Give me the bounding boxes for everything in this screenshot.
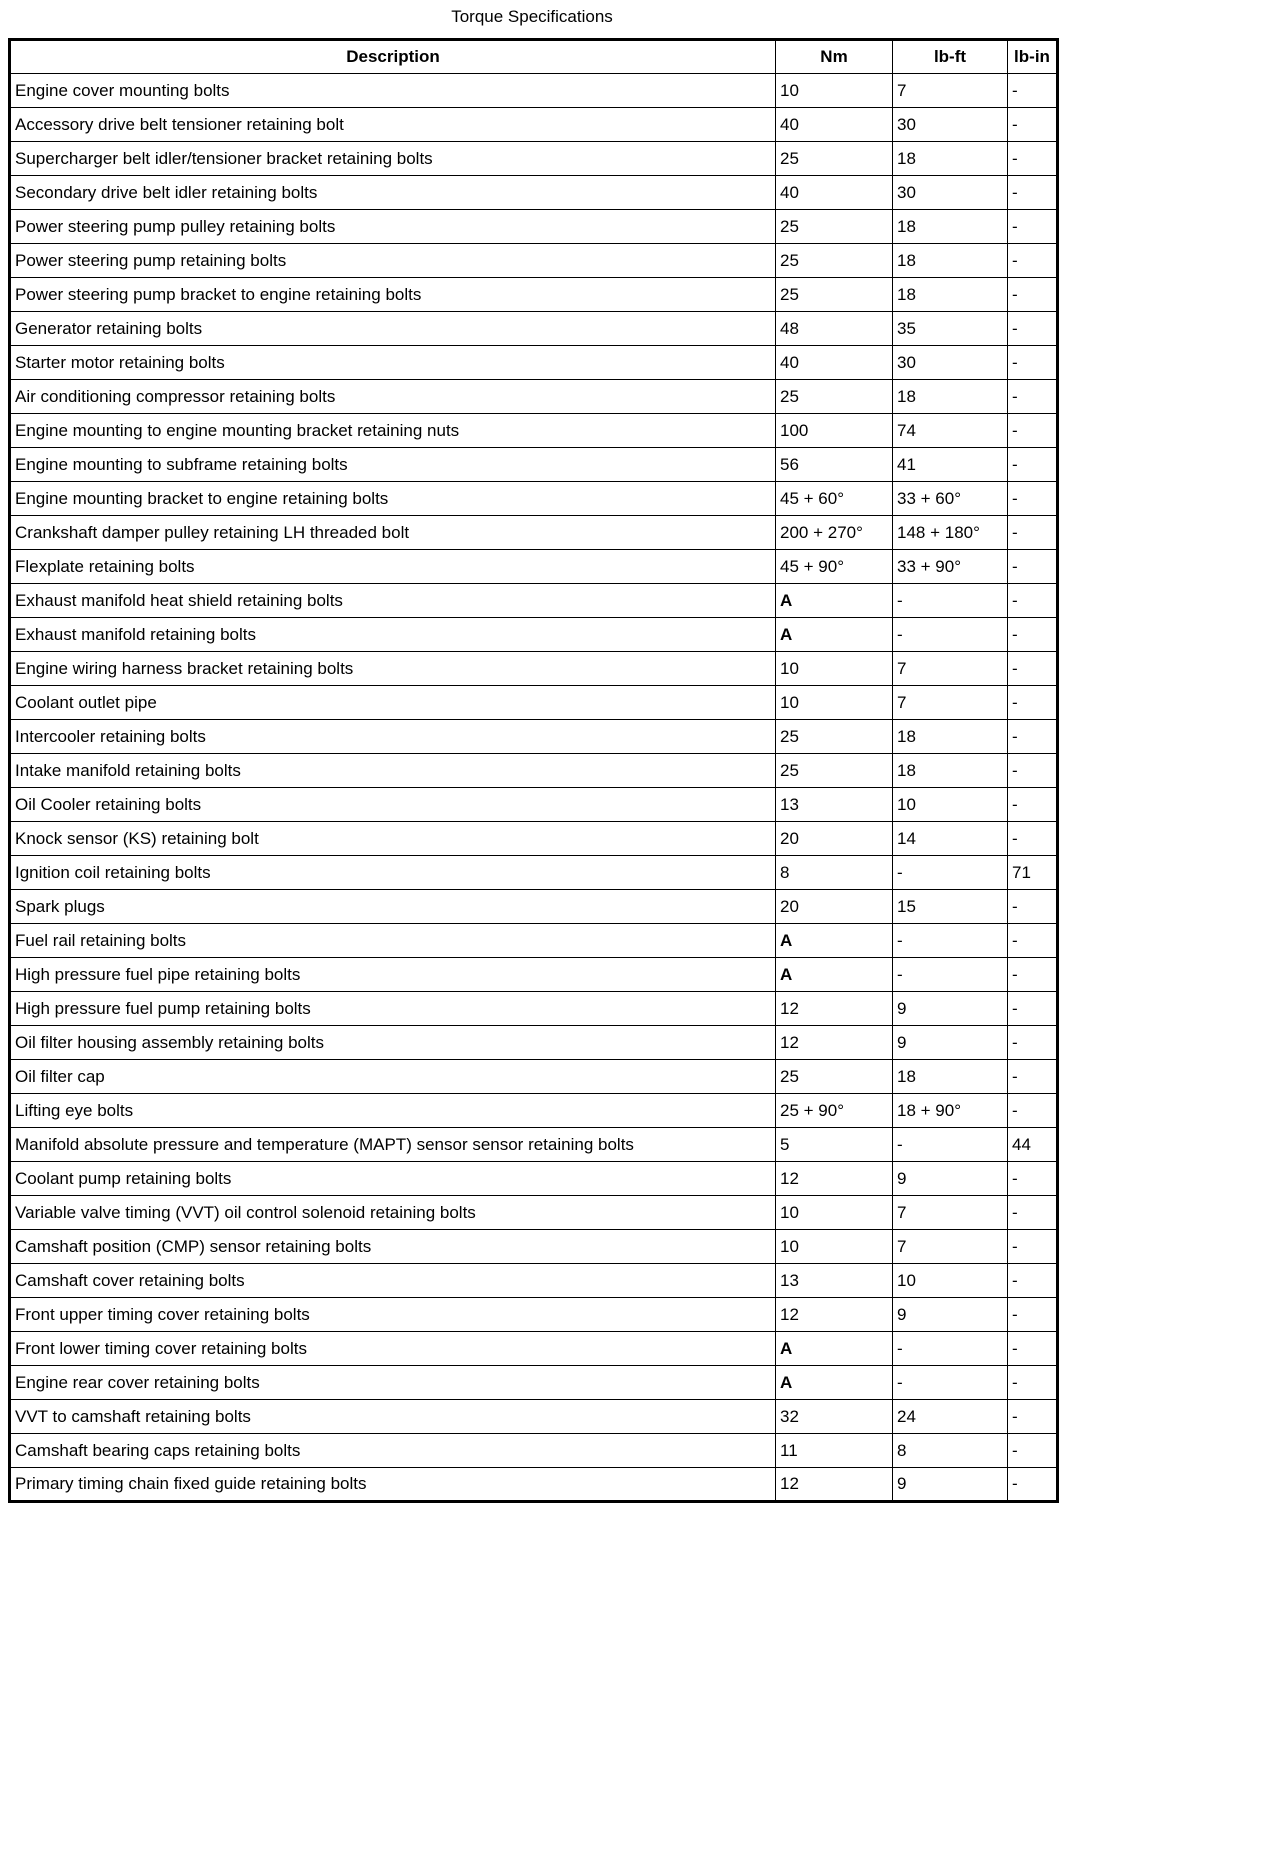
lbin-cell: - bbox=[1008, 550, 1058, 584]
description-cell: Intercooler retaining bolts bbox=[10, 720, 776, 754]
table-row bbox=[10, 74, 1058, 108]
description-cell: Exhaust manifold heat shield retaining bolts bbox=[10, 584, 776, 618]
table-row bbox=[10, 1468, 1058, 1502]
lbin-cell: - bbox=[1008, 1196, 1058, 1230]
table-row bbox=[10, 312, 1058, 346]
table-row bbox=[10, 482, 1058, 516]
lbft-cell: 7 bbox=[893, 652, 1008, 686]
lbft-cell: 33 + 90° bbox=[893, 550, 1008, 584]
lbft-cell: 15 bbox=[893, 890, 1008, 924]
lbin-cell: - bbox=[1008, 686, 1058, 720]
lbin-cell: - bbox=[1008, 584, 1058, 618]
table-row bbox=[10, 1196, 1058, 1230]
lbft-cell: 18 bbox=[893, 1060, 1008, 1094]
nm-cell: 20 bbox=[776, 890, 893, 924]
nm-cell: 13 bbox=[776, 1264, 893, 1298]
lbft-cell: 35 bbox=[893, 312, 1008, 346]
lbft-cell: 24 bbox=[893, 1400, 1008, 1434]
page-title: Torque Specifications bbox=[451, 7, 613, 26]
nm-cell: 20 bbox=[776, 822, 893, 856]
nm-cell: 12 bbox=[776, 1298, 893, 1332]
description-cell: Front lower timing cover retaining bolts bbox=[10, 1332, 776, 1366]
lbin-cell: - bbox=[1008, 1094, 1058, 1128]
description-cell: Oil Cooler retaining bolts bbox=[10, 788, 776, 822]
lbft-cell: 30 bbox=[893, 346, 1008, 380]
lbin-cell: - bbox=[1008, 176, 1058, 210]
description-cell: Starter motor retaining bolts bbox=[10, 346, 776, 380]
lbin-cell: 71 bbox=[1008, 856, 1058, 890]
table-row bbox=[10, 108, 1058, 142]
description-cell: Camshaft bearing caps retaining bolts bbox=[10, 1434, 776, 1468]
description-cell: Engine rear cover retaining bolts bbox=[10, 1366, 776, 1400]
description-cell: Camshaft cover retaining bolts bbox=[10, 1264, 776, 1298]
lbin-cell: - bbox=[1008, 822, 1058, 856]
description-cell: Exhaust manifold retaining bolts bbox=[10, 618, 776, 652]
lbin-cell: - bbox=[1008, 244, 1058, 278]
lbin-cell: - bbox=[1008, 890, 1058, 924]
table-row bbox=[10, 1366, 1058, 1400]
nm-cell: 100 bbox=[776, 414, 893, 448]
table-row bbox=[10, 856, 1058, 890]
lbin-cell: - bbox=[1008, 108, 1058, 142]
lbft-cell: - bbox=[893, 1332, 1008, 1366]
lbin-cell: - bbox=[1008, 1332, 1058, 1366]
lbin-cell: - bbox=[1008, 754, 1058, 788]
table-row bbox=[10, 720, 1058, 754]
table-row bbox=[10, 618, 1058, 652]
table-row bbox=[10, 176, 1058, 210]
nm-cell: A bbox=[776, 584, 893, 618]
nm-cell: 25 bbox=[776, 720, 893, 754]
table-row bbox=[10, 1060, 1058, 1094]
lbin-cell: - bbox=[1008, 652, 1058, 686]
nm-cell: 45 + 60° bbox=[776, 482, 893, 516]
description-cell: Engine mounting bracket to engine retaining bolts bbox=[10, 482, 776, 516]
description-cell: Oil filter housing assembly retaining bolts bbox=[10, 1026, 776, 1060]
lbin-cell: - bbox=[1008, 1400, 1058, 1434]
table-row bbox=[10, 448, 1058, 482]
nm-cell: A bbox=[776, 1366, 893, 1400]
table-row bbox=[10, 1230, 1058, 1264]
description-cell: Front upper timing cover retaining bolts bbox=[10, 1298, 776, 1332]
description-cell: Knock sensor (KS) retaining bolt bbox=[10, 822, 776, 856]
table-row bbox=[10, 210, 1058, 244]
nm-cell: 5 bbox=[776, 1128, 893, 1162]
nm-cell: A bbox=[776, 924, 893, 958]
table-row bbox=[10, 754, 1058, 788]
lbft-cell: 7 bbox=[893, 1196, 1008, 1230]
nm-cell: 10 bbox=[776, 74, 893, 108]
table-row bbox=[10, 992, 1058, 1026]
description-cell: High pressure fuel pump retaining bolts bbox=[10, 992, 776, 1026]
lbft-cell: - bbox=[893, 958, 1008, 992]
lbft-cell: - bbox=[893, 856, 1008, 890]
nm-cell: 10 bbox=[776, 1230, 893, 1264]
nm-cell: 8 bbox=[776, 856, 893, 890]
lbin-cell: - bbox=[1008, 142, 1058, 176]
table-row bbox=[10, 788, 1058, 822]
torque-spec-table bbox=[8, 38, 1059, 1503]
lbin-cell: - bbox=[1008, 312, 1058, 346]
table-row bbox=[10, 1128, 1058, 1162]
table-row bbox=[10, 1332, 1058, 1366]
lbin-cell: - bbox=[1008, 482, 1058, 516]
description-cell: Engine mounting to engine mounting bracket retaining nuts bbox=[10, 414, 776, 448]
nm-cell: 25 bbox=[776, 754, 893, 788]
table-row bbox=[10, 380, 1058, 414]
nm-cell: 10 bbox=[776, 686, 893, 720]
table-row bbox=[10, 822, 1058, 856]
description-cell: Power steering pump bracket to engine retaining bolts bbox=[10, 278, 776, 312]
lbin-cell: - bbox=[1008, 788, 1058, 822]
table-row bbox=[10, 652, 1058, 686]
table-body bbox=[10, 74, 1058, 1502]
nm-cell: 13 bbox=[776, 788, 893, 822]
table-row bbox=[10, 414, 1058, 448]
nm-cell: 25 bbox=[776, 244, 893, 278]
lbft-cell: 18 bbox=[893, 754, 1008, 788]
lbft-cell: 18 bbox=[893, 142, 1008, 176]
table-row bbox=[10, 924, 1058, 958]
description-cell: Power steering pump pulley retaining bolts bbox=[10, 210, 776, 244]
description-cell: Ignition coil retaining bolts bbox=[10, 856, 776, 890]
lbft-cell: 33 + 60° bbox=[893, 482, 1008, 516]
lbft-cell: 7 bbox=[893, 1230, 1008, 1264]
lbft-cell: 30 bbox=[893, 108, 1008, 142]
lbft-cell: - bbox=[893, 584, 1008, 618]
lbft-cell: 30 bbox=[893, 176, 1008, 210]
description-cell: Fuel rail retaining bolts bbox=[10, 924, 776, 958]
nm-cell: 10 bbox=[776, 652, 893, 686]
lbin-cell: - bbox=[1008, 448, 1058, 482]
nm-cell: A bbox=[776, 958, 893, 992]
lbft-cell: - bbox=[893, 618, 1008, 652]
lbft-cell: 9 bbox=[893, 1468, 1008, 1502]
description-cell: Generator retaining bolts bbox=[10, 312, 776, 346]
table-row bbox=[10, 1094, 1058, 1128]
lbin-cell: 44 bbox=[1008, 1128, 1058, 1162]
nm-cell: A bbox=[776, 618, 893, 652]
nm-cell: 12 bbox=[776, 992, 893, 1026]
nm-cell: 40 bbox=[776, 346, 893, 380]
description-cell: Engine cover mounting bolts bbox=[10, 74, 776, 108]
lbft-cell: 9 bbox=[893, 1026, 1008, 1060]
table-row bbox=[10, 1434, 1058, 1468]
nm-cell: 32 bbox=[776, 1400, 893, 1434]
description-cell: Manifold absolute pressure and temperature (MAPT) sensor sensor retaining bolts bbox=[10, 1128, 776, 1162]
table-row bbox=[10, 890, 1058, 924]
description-cell: Intake manifold retaining bolts bbox=[10, 754, 776, 788]
description-cell: Variable valve timing (VVT) oil control solenoid retaining bolts bbox=[10, 1196, 776, 1230]
nm-cell: 12 bbox=[776, 1162, 893, 1196]
lbin-cell: - bbox=[1008, 1434, 1058, 1468]
table-row bbox=[10, 244, 1058, 278]
description-cell: Flexplate retaining bolts bbox=[10, 550, 776, 584]
lbin-cell: - bbox=[1008, 720, 1058, 754]
table-row bbox=[10, 1400, 1058, 1434]
description-cell: Supercharger belt idler/tensioner bracket retaining bolts bbox=[10, 142, 776, 176]
lbft-cell: 18 bbox=[893, 720, 1008, 754]
table-row bbox=[10, 1264, 1058, 1298]
nm-cell: 25 + 90° bbox=[776, 1094, 893, 1128]
column-header-description: Description bbox=[10, 40, 776, 74]
lbft-cell: 9 bbox=[893, 1162, 1008, 1196]
description-cell: Crankshaft damper pulley retaining LH threaded bolt bbox=[10, 516, 776, 550]
nm-cell: 25 bbox=[776, 210, 893, 244]
nm-cell: 11 bbox=[776, 1434, 893, 1468]
nm-cell: A bbox=[776, 1332, 893, 1366]
column-header-lbin: lb-in bbox=[1008, 40, 1058, 74]
description-cell: Coolant outlet pipe bbox=[10, 686, 776, 720]
lbin-cell: - bbox=[1008, 1264, 1058, 1298]
nm-cell: 25 bbox=[776, 278, 893, 312]
lbin-cell: - bbox=[1008, 210, 1058, 244]
lbft-cell: 41 bbox=[893, 448, 1008, 482]
table-row bbox=[10, 346, 1058, 380]
description-cell: Lifting eye bolts bbox=[10, 1094, 776, 1128]
lbft-cell: 18 bbox=[893, 244, 1008, 278]
table-row bbox=[10, 686, 1058, 720]
nm-cell: 25 bbox=[776, 1060, 893, 1094]
lbft-cell: 10 bbox=[893, 788, 1008, 822]
lbin-cell: - bbox=[1008, 618, 1058, 652]
nm-cell: 12 bbox=[776, 1026, 893, 1060]
lbft-cell: - bbox=[893, 1128, 1008, 1162]
lbin-cell: - bbox=[1008, 924, 1058, 958]
table-row bbox=[10, 1298, 1058, 1332]
lbin-cell: - bbox=[1008, 380, 1058, 414]
lbft-cell: 14 bbox=[893, 822, 1008, 856]
description-cell: Secondary drive belt idler retaining bolts bbox=[10, 176, 776, 210]
table-row bbox=[10, 1162, 1058, 1196]
lbin-cell: - bbox=[1008, 1162, 1058, 1196]
column-header-nm: Nm bbox=[776, 40, 893, 74]
table-row bbox=[10, 278, 1058, 312]
lbin-cell: - bbox=[1008, 278, 1058, 312]
header-row bbox=[10, 40, 1058, 74]
table-header bbox=[10, 40, 1058, 74]
lbin-cell: - bbox=[1008, 958, 1058, 992]
lbft-cell: 18 bbox=[893, 278, 1008, 312]
nm-cell: 25 bbox=[776, 142, 893, 176]
lbft-cell: 74 bbox=[893, 414, 1008, 448]
lbft-cell: 9 bbox=[893, 1298, 1008, 1332]
nm-cell: 200 + 270° bbox=[776, 516, 893, 550]
table-row bbox=[10, 958, 1058, 992]
lbin-cell: - bbox=[1008, 516, 1058, 550]
lbin-cell: - bbox=[1008, 74, 1058, 108]
description-cell: Oil filter cap bbox=[10, 1060, 776, 1094]
lbft-cell: 10 bbox=[893, 1264, 1008, 1298]
table-row bbox=[10, 142, 1058, 176]
lbin-cell: - bbox=[1008, 992, 1058, 1026]
description-cell: Accessory drive belt tensioner retaining bolt bbox=[10, 108, 776, 142]
lbft-cell: - bbox=[893, 924, 1008, 958]
description-cell: Engine wiring harness bracket retaining bolts bbox=[10, 652, 776, 686]
description-cell: Primary timing chain fixed guide retaining bolts bbox=[10, 1468, 776, 1502]
lbft-cell: 148 + 180° bbox=[893, 516, 1008, 550]
lbft-cell: 8 bbox=[893, 1434, 1008, 1468]
nm-cell: 40 bbox=[776, 176, 893, 210]
lbin-cell: - bbox=[1008, 414, 1058, 448]
table-row bbox=[10, 584, 1058, 618]
nm-cell: 25 bbox=[776, 380, 893, 414]
nm-cell: 40 bbox=[776, 108, 893, 142]
nm-cell: 56 bbox=[776, 448, 893, 482]
lbin-cell: - bbox=[1008, 1468, 1058, 1502]
lbin-cell: - bbox=[1008, 1026, 1058, 1060]
lbft-cell: 7 bbox=[893, 686, 1008, 720]
nm-cell: 45 + 90° bbox=[776, 550, 893, 584]
table-row bbox=[10, 1026, 1058, 1060]
column-header-lbft: lb-ft bbox=[893, 40, 1008, 74]
lbft-cell: 9 bbox=[893, 992, 1008, 1026]
description-cell: Camshaft position (CMP) sensor retaining bolts bbox=[10, 1230, 776, 1264]
lbft-cell: 18 bbox=[893, 380, 1008, 414]
lbin-cell: - bbox=[1008, 1366, 1058, 1400]
lbin-cell: - bbox=[1008, 1230, 1058, 1264]
lbin-cell: - bbox=[1008, 1060, 1058, 1094]
lbft-cell: 7 bbox=[893, 74, 1008, 108]
nm-cell: 10 bbox=[776, 1196, 893, 1230]
lbft-cell: 18 + 90° bbox=[893, 1094, 1008, 1128]
description-cell: Coolant pump retaining bolts bbox=[10, 1162, 776, 1196]
description-cell: Engine mounting to subframe retaining bolts bbox=[10, 448, 776, 482]
description-cell: Spark plugs bbox=[10, 890, 776, 924]
description-cell: High pressure fuel pipe retaining bolts bbox=[10, 958, 776, 992]
lbin-cell: - bbox=[1008, 346, 1058, 380]
lbin-cell: - bbox=[1008, 1298, 1058, 1332]
nm-cell: 48 bbox=[776, 312, 893, 346]
description-cell: VVT to camshaft retaining bolts bbox=[10, 1400, 776, 1434]
table-row bbox=[10, 516, 1058, 550]
description-cell: Power steering pump retaining bolts bbox=[10, 244, 776, 278]
description-cell: Air conditioning compressor retaining bolts bbox=[10, 380, 776, 414]
lbft-cell: 18 bbox=[893, 210, 1008, 244]
table-row bbox=[10, 550, 1058, 584]
nm-cell: 12 bbox=[776, 1468, 893, 1502]
lbft-cell: - bbox=[893, 1366, 1008, 1400]
